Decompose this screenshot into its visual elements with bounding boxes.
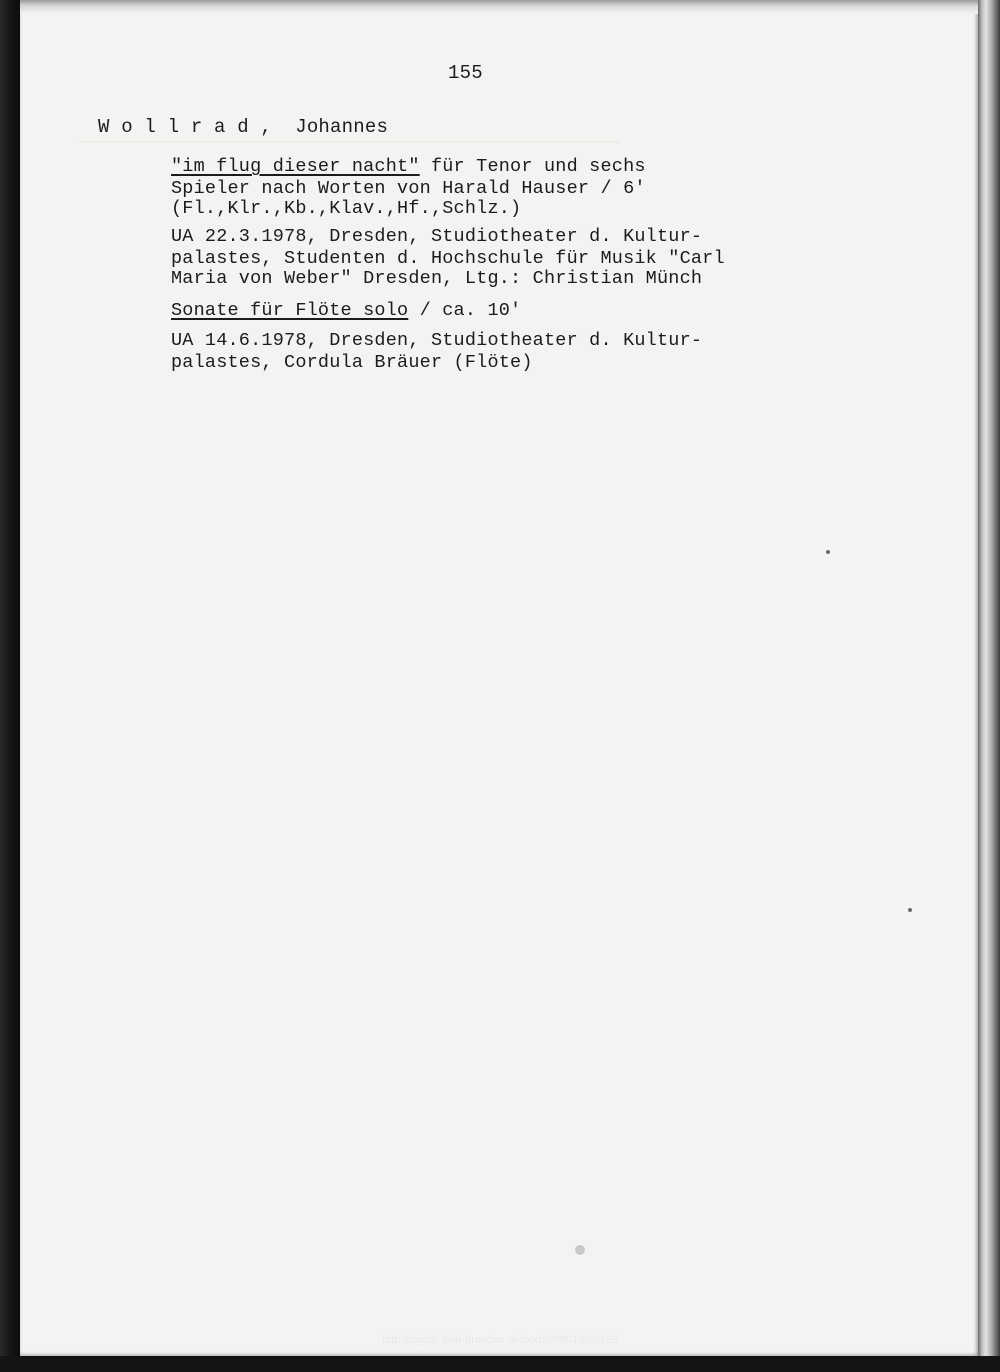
work-title-rest: für Tenor und sechs xyxy=(419,156,646,177)
page-top-edge xyxy=(20,0,978,14)
show-through: ──────────────────────────────────────────────────────────────── xyxy=(80,135,620,151)
premiere-line: palastes, Cordula Bräuer (Flöte) xyxy=(171,352,533,373)
source-url: http://digital.slub-dresden.de/ppn308801852/163 xyxy=(381,1334,619,1346)
premiere-line: UA 14.6.1978, Dresden, Studiotheater d. Kultur- xyxy=(171,330,703,351)
work-detail-line: (Fl.,Klr.,Kb.,Klav.,Hf.,Schlz.) xyxy=(171,198,522,219)
work-title: "im flug dieser nacht" xyxy=(171,156,420,177)
author-heading: W o l l r a d , Johannes xyxy=(98,116,389,138)
premiere-line: Maria von Weber" Dresden, Ltg.: Christian Münch xyxy=(171,268,703,289)
document-page xyxy=(20,0,978,1356)
work-title: Sonate für Flöte solo xyxy=(171,300,409,321)
scan-bottom-edge xyxy=(0,1356,1000,1372)
dust-speck xyxy=(575,1245,585,1255)
work-title-line xyxy=(171,156,646,178)
work-detail-line: Spieler nach Worten von Harald Hauser / 6' xyxy=(171,178,646,199)
dust-speck xyxy=(826,550,830,554)
work-title-line xyxy=(171,300,521,322)
page-number: 155 xyxy=(448,62,483,84)
premiere-line: palastes, Studenten d. Hochschule für Musik "Carl xyxy=(171,248,725,269)
work-title-rest: / ca. 10' xyxy=(408,300,522,321)
premiere-line: UA 22.3.1978, Dresden, Studiotheater d. Kultur- xyxy=(171,226,703,247)
dust-speck xyxy=(908,908,912,912)
book-edge xyxy=(978,0,1000,1372)
